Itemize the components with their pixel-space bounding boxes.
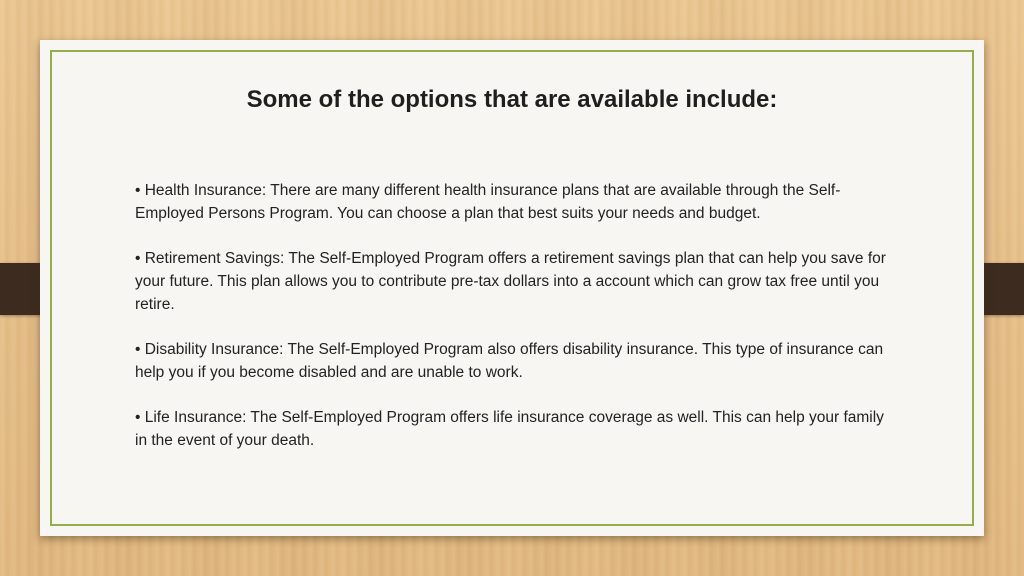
bullet-health-insurance: • Health Insurance: There are many different health insurance plans that are available through the Self-Employed Persons Program. You can choose a plan that best suits your needs and budget. [135, 182, 841, 222]
bullet-disability-insurance: • Disability Insurance: The Self-Employed Program also offers disability insurance. This type of insurance can help you if you become disabled and are unable to work. [135, 341, 884, 381]
slide-title: Some of the options that are available include: [246, 86, 778, 113]
bullet-life-insurance: • Life Insurance: The Self-Employed Program offers life insurance coverage as well. This can help your family in the event of your death. [135, 409, 884, 449]
bullet-list [135, 179, 895, 474]
bullet-retirement-savings: • Retirement Savings: The Self-Employed Program offers a retirement savings plan that can help you save for your future. This plan allows you to contribute pre-tax dollars into a account which can grow tax free until you retire. [135, 250, 886, 313]
slide-card [40, 40, 984, 536]
